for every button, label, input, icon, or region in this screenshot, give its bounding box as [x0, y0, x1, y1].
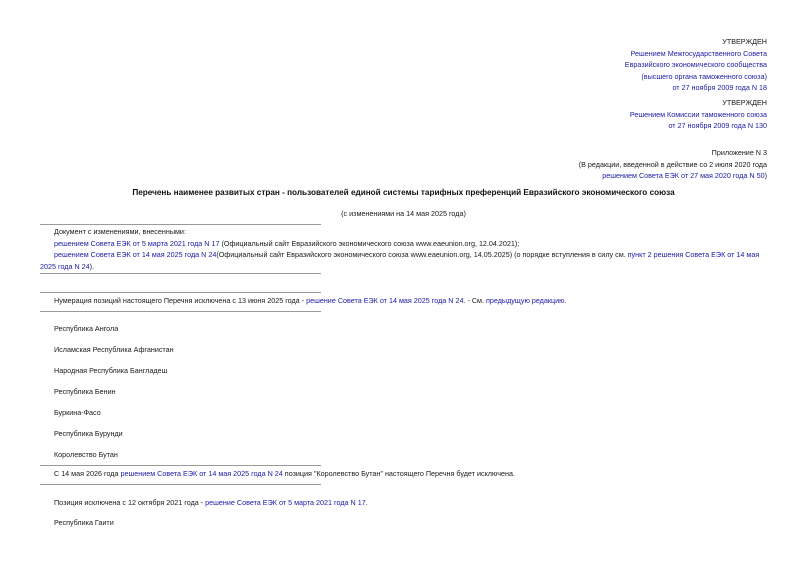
country-item: Буркина-Фасо — [54, 408, 101, 417]
country-item: Королевство Бутан — [54, 450, 118, 459]
note-link[interactable]: решением Совета ЕЭК от 14 мая 2025 года N 24 — [120, 469, 283, 478]
note-text: С 14 мая 2026 года — [54, 469, 121, 478]
document-title: Перечень наименее развитых стран - пользователей единой системы тарифных преференций Евразийского экономического союза — [132, 188, 675, 197]
approval-link-line[interactable]: от 27 ноября 2009 года N 18 — [672, 83, 767, 92]
edition-line — [579, 170, 767, 182]
country-item: Республика Бенин — [54, 387, 116, 396]
edition-close: ) — [764, 171, 767, 180]
approval-link-line[interactable]: от 27 ноября 2009 года N 130 — [668, 121, 767, 130]
excluded-note — [40, 497, 783, 509]
divider — [40, 292, 321, 293]
note-text: позиция "Королевство Бутан" настоящего Перечня будет исключена. — [282, 469, 515, 478]
note-text: Нумерация позиций настоящего Перечня исключена с 13 июня 2025 года - — [54, 296, 307, 305]
changes-intro: Документ с изменениями, внесенными: — [54, 227, 186, 236]
change-text: (Официальный сайт Евразийского экономического союза www.eaeunion.org, 12.04.2021); — [219, 238, 520, 248]
note-text: . — [564, 296, 567, 305]
note-link[interactable]: решение Совета ЕЭК от 14 мая 2025 года N 24 — [306, 296, 464, 305]
change-link[interactable]: решением Совета ЕЭК от 5 марта 2021 года N 17 — [54, 238, 220, 248]
edition-link[interactable]: решением Совета ЕЭК от 27 мая 2020 года N 50 — [602, 171, 765, 180]
divider — [40, 273, 321, 274]
note-link[interactable]: предыдущую редакцию — [485, 296, 565, 305]
approval-link-line[interactable]: Евразийского экономического сообщества — [624, 60, 767, 69]
country-item: Республика Бурунди — [54, 429, 123, 438]
divider — [40, 311, 321, 312]
country-item: Исламская Республика Афганистан — [54, 345, 174, 354]
change-text: ). — [89, 261, 95, 271]
divider — [40, 465, 321, 466]
document-subtitle: (с изменениями на 14 мая 2025 года) — [341, 209, 466, 218]
approval-heading: УТВЕРЖДЕН — [722, 37, 767, 46]
edition-text: (В редакции, введенной в действие со 2 июля 2020 года — [578, 159, 767, 169]
country-item: Республика Гаити — [54, 518, 114, 527]
change-link[interactable]: пункт 2 решения Совета ЕЭК от 14 мая 2025 года N 24 — [40, 250, 760, 271]
change-item — [40, 238, 769, 250]
note-text: Позиция исключена с 12 октября 2021 года - — [54, 498, 206, 507]
approval-link-line[interactable]: (высшего органа таможенного союза) — [641, 71, 767, 81]
changes-block — [40, 226, 769, 272]
divider — [40, 224, 321, 225]
approval-block-council — [625, 36, 767, 94]
change-link[interactable]: решением Совета ЕЭК от 14 мая 2025 года N 24 — [54, 250, 217, 259]
divider — [40, 484, 321, 485]
approval-heading: УТВЕРЖДЕН — [722, 98, 767, 107]
change-item — [40, 249, 769, 272]
country-item: Народная Республика Бангладеш — [54, 366, 168, 375]
approval-link-line[interactable]: Решением Комиссии таможенного союза — [629, 109, 767, 119]
appendix-label: Приложение N 3 — [711, 148, 767, 157]
note-text: . - См. — [463, 296, 486, 305]
change-text: (Официальный сайт Евразийского экономического союза www.eaeunion.org, 14.05.2025) (о порядке вступления в силу см. — [216, 250, 628, 259]
bhutan-note — [40, 468, 783, 480]
note-link[interactable]: решение Совета ЕЭК от 5 марта 2021 года N 17 — [205, 498, 366, 507]
country-item: Республика Ангола — [54, 324, 119, 333]
note-text: . — [365, 498, 368, 507]
appendix-block — [579, 147, 767, 182]
approval-link-line[interactable]: Решением Межгосударственного Совета — [630, 48, 767, 58]
approval-block-commission — [630, 97, 767, 132]
numbering-note — [40, 295, 783, 307]
